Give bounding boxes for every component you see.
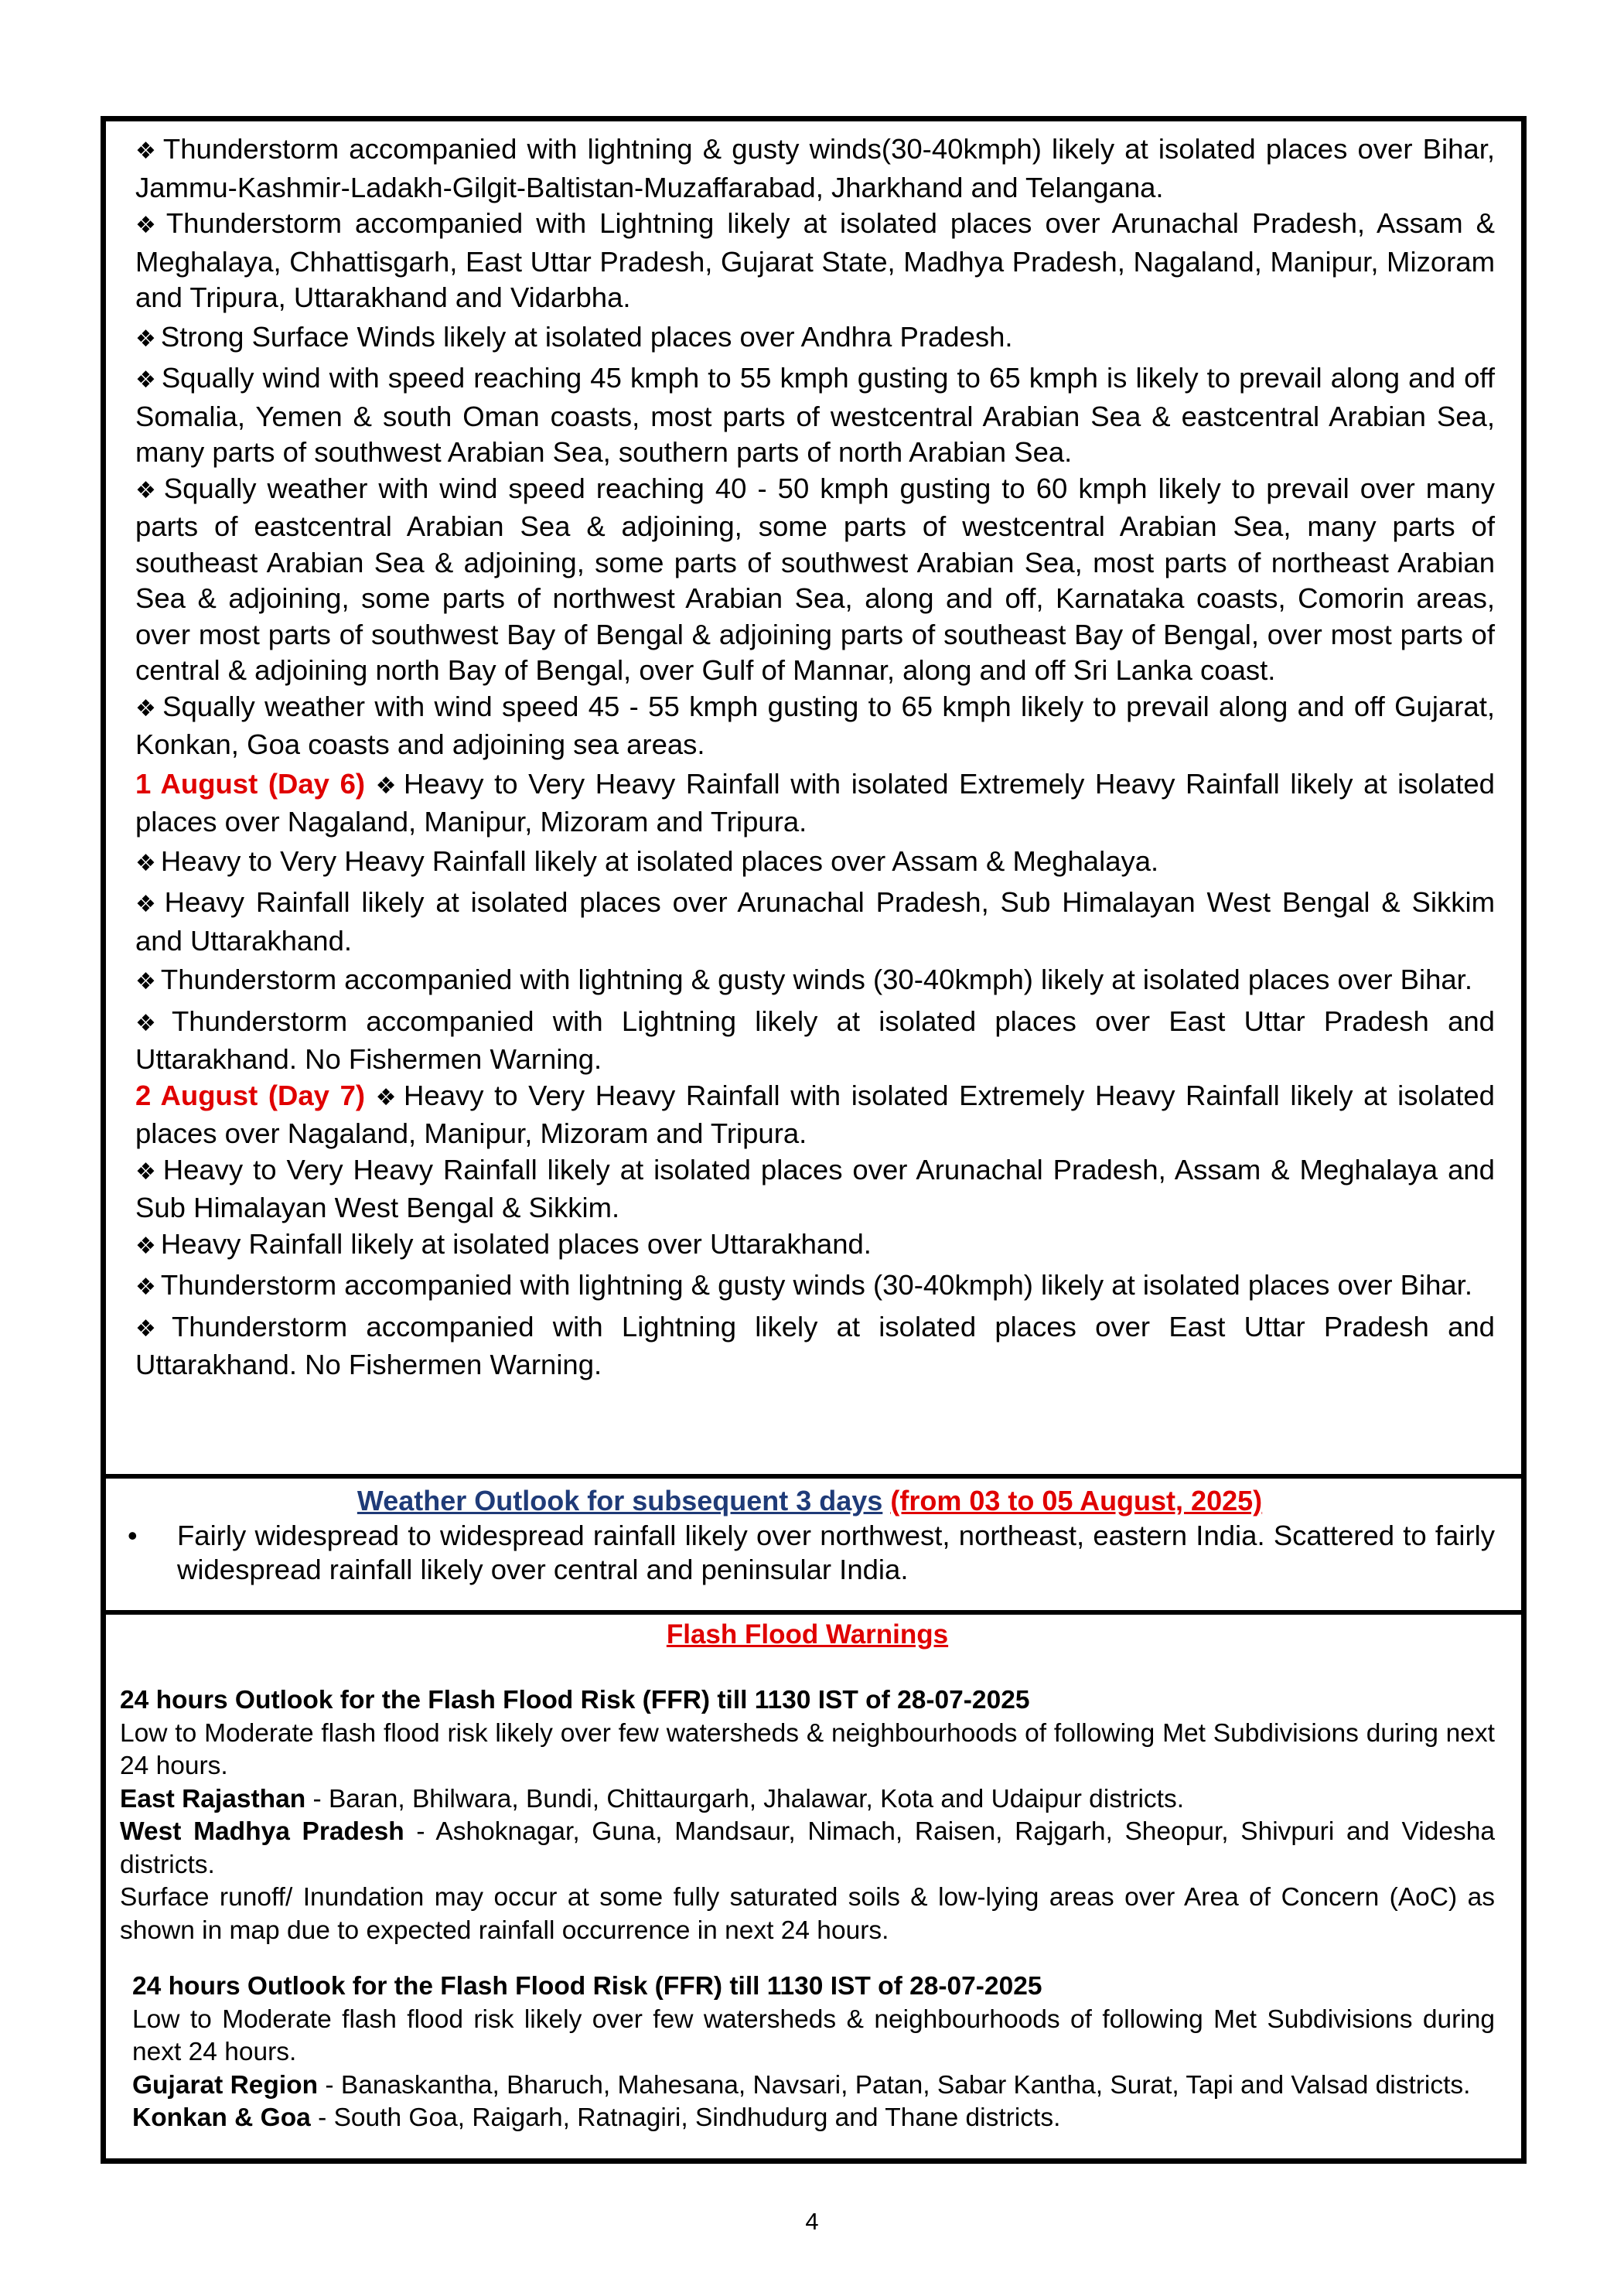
diamond-bullet-icon: ❖: [135, 1232, 156, 1260]
day6-item: ❖ Heavy to Very Heavy Rainfall likely at isolated places over Assam & Meghalaya.: [135, 844, 1159, 877]
diamond-bullet-icon: ❖: [135, 1315, 167, 1342]
diamond-bullet-icon: ❖: [135, 694, 159, 722]
forecast-item: ❖ Thunderstorm accompanied with lightning & gusty winds(30-40kmph) likely at isolated places over Bihar, Jammu-Kashmir-Ladakh-Gilgit-Baltistan-Muzaffarabad, Jharkhand and Telangana.: [135, 133, 1495, 203]
day7-item: ❖ Heavy to Very Heavy Rainfall likely at isolated places over Arunachal Pradesh, Assam & Meghalaya and Sub Himalayan West Bengal & Sikkim.: [135, 1153, 1495, 1223]
diamond-bullet-icon: ❖: [135, 968, 156, 995]
forecast-item: ❖ Squally weather with wind speed reaching 40 - 50 kmph gusting to 60 kmph likely to prevail over many parts of eastcentral Arabian Sea & adjoining, some parts of westcentral Arabian Sea, many parts of southeast Arabian Sea & adjoining, some parts of southwest Arabian Sea, most parts of northeast Arabian Sea & adjoining, some parts of northwest Arabian Sea, along and off, Karnataka coasts, Comorin areas, over most parts of southwest Bay of Bengal & adjoining parts of southeast Bay of Bengal, over most parts of central & adjoining north Bay of Bengal, over Gulf of Mannar, along and off Sri Lanka coast.: [135, 472, 1495, 686]
ffr-region: East Rajasthan - Baran, Bhilwara, Bundi, Chittaurgarh, Jhalawar, Kota and Udaipur districts.: [120, 1784, 1185, 1813]
day6-item: ❖ Thunderstorm accompanied with lightning & gusty winds (30-40kmph) likely at isolated places over Bihar.: [135, 964, 1472, 995]
diamond-bullet-icon: ❖: [375, 1083, 400, 1111]
day6-item: ❖ Heavy Rainfall likely at isolated places over Arunachal Pradesh, Sub Himalayan West Bengal & Sikkim and Uttarakhand.: [135, 886, 1495, 957]
ffr-heading: 24 hours Outlook for the Flash Flood Risk (FFR) till 1130 IST of 28-07-2025: [120, 1686, 1030, 1714]
forecast-item: ❖ Squally weather with wind speed 45 - 55 kmph gusting to 65 kmph likely to prevail along and off Gujarat, Konkan, Goa coasts and adjoining sea areas.: [135, 690, 1495, 760]
diamond-bullet-icon: ❖: [135, 1009, 167, 1037]
ffr-outlook-block: [120, 1684, 1495, 1947]
page-number: 4: [805, 2208, 819, 2235]
flash-flood-title: Flash Flood Warnings: [666, 1619, 949, 1650]
ffr-heading: 24 hours Outlook for the Flash Flood Risk (FFR) till 1130 IST of 28-07-2025: [132, 1972, 1042, 2001]
outlook-title: Weather Outlook for subsequent 3 days (from 03 to 05 August, 2025): [357, 1485, 1263, 1516]
weather-outlook-section: [106, 1474, 1521, 1610]
ffr-note: Surface runoff/ Inundation may occur at some fully saturated soils & low-lying areas over Area of Concern (AoC) as shown in map due to expected rainfall occurrence in next 24 hours.: [120, 1883, 1495, 1945]
diamond-bullet-icon: ❖: [135, 1274, 156, 1301]
diamond-bullet-icon: ❖: [135, 849, 156, 877]
ffr-region: Gujarat Region - Banaskantha, Bharuch, Mahesana, Navsari, Patan, Sabar Kantha, Surat, Tapi and Valsad districts.: [132, 2070, 1471, 2100]
flash-flood-section: [106, 1610, 1521, 2158]
day6-item: ❖ Thunderstorm accompanied with Lightning likely at isolated places over East Uttar Pradesh and Uttarakhand. No Fishermen Warning.: [135, 1005, 1495, 1075]
diamond-bullet-icon: ❖: [135, 1158, 159, 1186]
diamond-bullet-icon: ❖: [135, 212, 162, 239]
ffr-intro: Low to Moderate flash flood risk likely over few watersheds & neighbourhoods of following Met Subdivisions during next 24 hours.: [132, 2004, 1495, 2066]
outlook-item: • Fairly widespread to widespread rainfall likely over northwest, northeast, eastern India. Scattered to fairly widespread rainfall likely over central and peninsular India.: [125, 1519, 1495, 1587]
day7-lead: 2 August (Day 7) ❖ Heavy to Very Heavy Rainfall with isolated Extremely Heavy Rainfall likely at isolated places over Nagaland, Manipur, Mizoram and Tripura.: [135, 1079, 1495, 1149]
day6-label: 1 August (Day 6): [135, 767, 366, 800]
diamond-bullet-icon: ❖: [135, 325, 156, 353]
ffr-region: West Madhya Pradesh - Ashoknagar, Guna, Mandsaur, Nimach, Raisen, Rajgarh, Sheopur, Shivpuri and Videsha districts.: [120, 1817, 1495, 1879]
day7-item: ❖ Thunderstorm accompanied with lightning & gusty winds (30-40kmph) likely at isolated places over Bihar.: [135, 1269, 1472, 1301]
diamond-bullet-icon: ❖: [135, 476, 159, 504]
forecast-item: ❖ Squally wind with speed reaching 45 kmph to 55 kmph gusting to 65 kmph is likely to prevail along and off Somalia, Yemen & south Oman coasts, most parts of westcentral Arabian Sea & eastcentral Arabian Sea, many parts of southwest Arabian Sea, southern parts of north Arabian Sea.: [135, 362, 1495, 468]
day6-lead: 1 August (Day 6) ❖ Heavy to Very Heavy Rainfall with isolated Extremely Heavy Rainfall likely at isolated places over Nagaland, Manipur, Mizoram and Tripura.: [135, 767, 1495, 838]
bullet-dot-icon: •: [128, 1520, 138, 1551]
ffr-outlook-block: [120, 1970, 1495, 2135]
forecast-section: [106, 121, 1521, 1474]
ffr-region: Konkan & Goa - South Goa, Raigarh, Ratnagiri, Sindhudurg and Thane districts.: [132, 2103, 1061, 2132]
diamond-bullet-icon: ❖: [135, 367, 157, 394]
day7-item: ❖ Thunderstorm accompanied with Lightning likely at isolated places over East Uttar Pradesh and Uttarakhand. No Fishermen Warning.: [135, 1310, 1495, 1380]
forecast-item: ❖ Thunderstorm accompanied with Lightning likely at isolated places over Arunachal Pradesh, Assam & Meghalaya, Chhattisgarh, East Uttar Pradesh, Gujarat State, Madhya Pradesh, Nagaland, Manipur, Mizoram and Tripura, Uttarakhand and Vidarbha.: [135, 207, 1495, 313]
page-frame: [101, 116, 1527, 2164]
diamond-bullet-icon: ❖: [135, 138, 159, 165]
day7-item: ❖ Heavy Rainfall likely at isolated places over Uttarakhand.: [135, 1227, 872, 1260]
ffr-intro: Low to Moderate flash flood risk likely over few watersheds & neighbourhoods of following Met Subdivisions during next 24 hours.: [120, 1718, 1495, 1780]
forecast-item: ❖ Strong Surface Winds likely at isolated places over Andhra Pradesh.: [135, 320, 1013, 353]
day7-label: 2 August (Day 7): [135, 1079, 366, 1111]
diamond-bullet-icon: ❖: [375, 772, 400, 800]
diamond-bullet-icon: ❖: [135, 891, 160, 918]
